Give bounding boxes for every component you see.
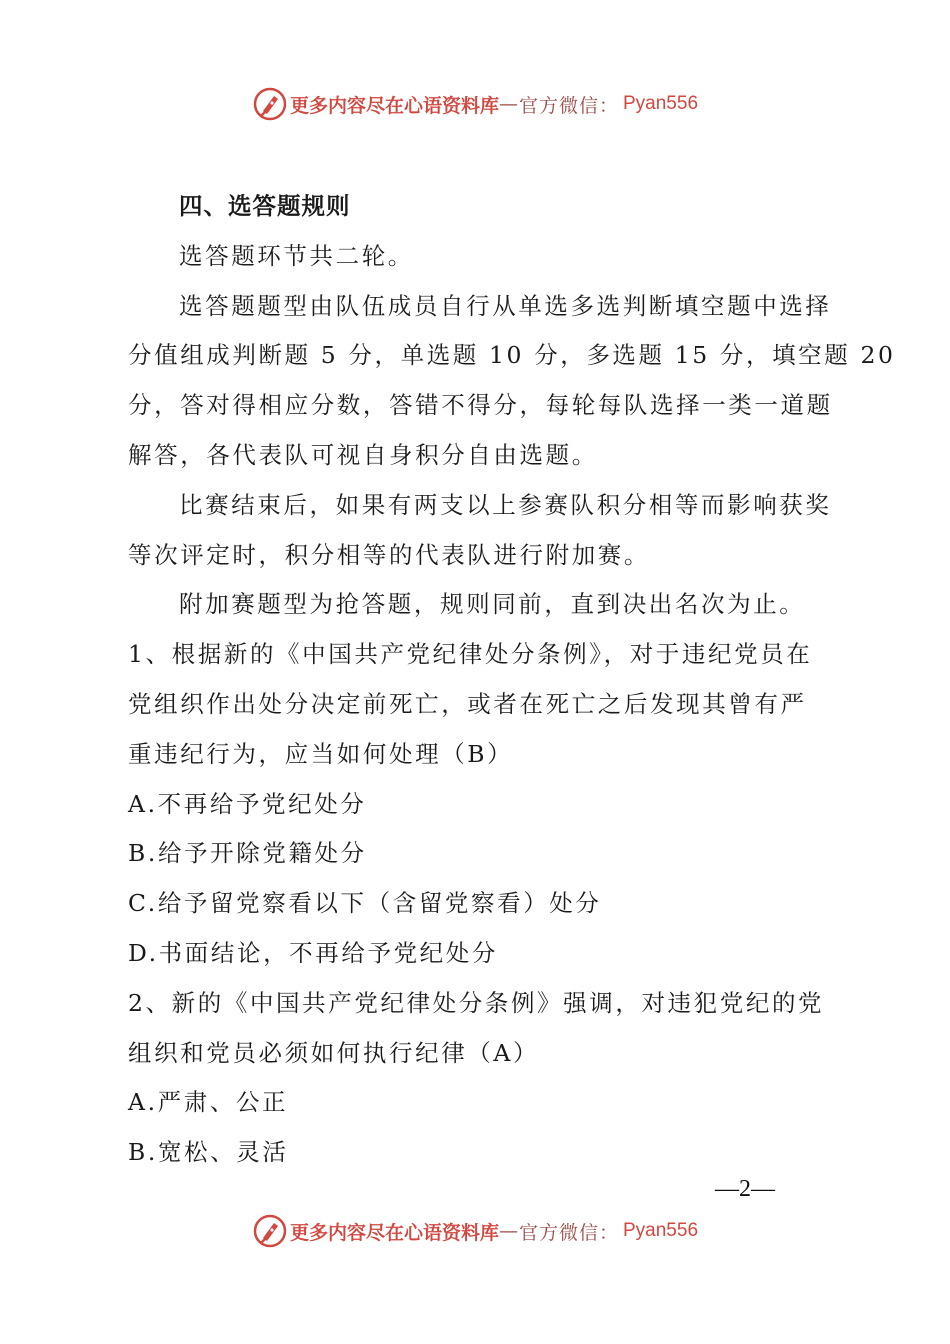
answer-option: B.宽松、灵活 — [128, 1138, 289, 1167]
watermark-main-text: 更多内容尽在心语资料库 — [289, 94, 499, 117]
paragraph-line: 附加赛题型为抢答题，规则同前，直到决出名次为止。 — [179, 590, 806, 619]
answer-option: B.给予开除党籍处分 — [128, 839, 367, 868]
question-line: 重违纪行为，应当如何处理（B） — [128, 739, 514, 768]
watermark-main-text: 更多内容尽在心语资料库 — [289, 1221, 499, 1244]
paragraph-line: 选答题题型由队伍成员自行从单选多选判断填空题中选择 — [179, 291, 832, 320]
watermark-dash: — — [498, 93, 519, 115]
paragraph-line: 解答，各代表队可视自身积分自由选题。 — [128, 440, 598, 469]
pen-nib-logo-icon — [252, 1213, 288, 1249]
answer-option: C.给予留党察看以下（含留党察看）处分 — [128, 889, 602, 918]
question-line: 组织和党员必须如何执行纪律（A） — [128, 1038, 540, 1067]
paragraph-line: 等次评定时，积分相等的代表队进行附加赛。 — [128, 540, 650, 569]
section-heading: 四、选答题规则 — [179, 192, 351, 220]
paragraph-line: 比赛结束后，如果有两支以上参赛队积分相等而影响获奖 — [179, 490, 832, 519]
answer-option: A.不再给予党纪处分 — [128, 789, 367, 818]
paragraph-line: 选答题环节共二轮。 — [179, 241, 414, 270]
watermark-dash: — — [498, 1220, 519, 1242]
paragraph-line: 分值组成判断题 5 分，单选题 10 分，多选题 15 分，填空题 20 — [128, 341, 896, 370]
answer-option: D.书面结论，不再给予党纪处分 — [128, 938, 498, 967]
watermark-banner-top — [0, 82, 950, 126]
watermark-sub-text: 官方微信： — [518, 1221, 619, 1244]
question-line: 党组织作出处分决定前死亡，或者在死亡之后发现其曾有严 — [128, 689, 807, 718]
watermark-sub-text: 官方微信： — [518, 94, 619, 117]
document-body — [128, 182, 896, 1178]
page-number: —2— — [715, 1176, 775, 1202]
answer-option: A.严肃、公正 — [128, 1088, 289, 1117]
pen-nib-logo-icon — [252, 86, 288, 122]
watermark-wechat-id: Pyan556 — [623, 93, 699, 114]
watermark-banner-bottom — [0, 1209, 950, 1253]
question-line: 2、新的《中国共产党纪律处分条例》强调，对违犯党纪的党 — [128, 988, 825, 1017]
question-line: 1、根据新的《中国共产党纪律处分条例》，对于违纪党员在 — [128, 640, 813, 669]
paragraph-line: 分，答对得相应分数，答错不得分，每轮每队选择一类一道题 — [128, 391, 833, 420]
watermark-wechat-id: Pyan556 — [623, 1220, 699, 1241]
